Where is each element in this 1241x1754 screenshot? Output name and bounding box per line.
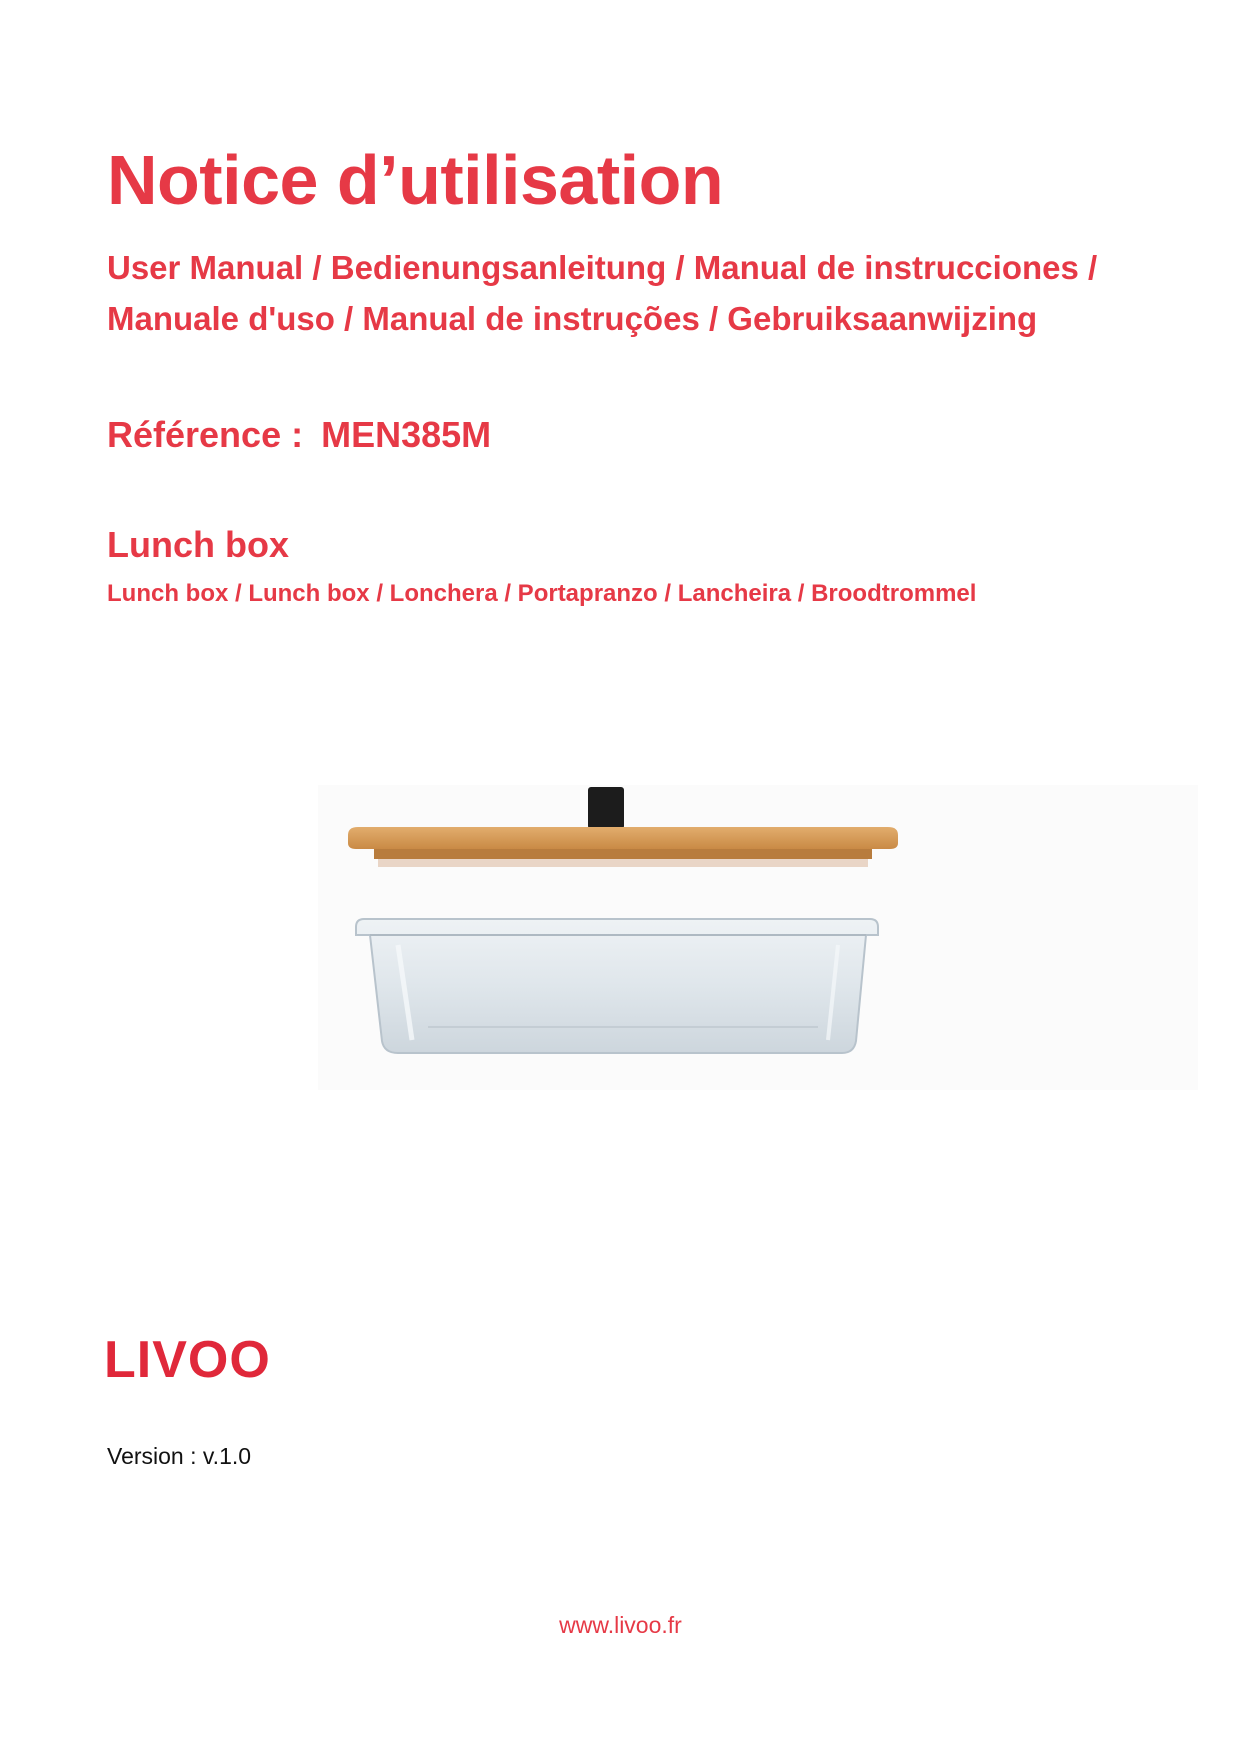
manual-language-line-1: User Manual / Bedienungsanleitung / Manual de instrucciones /: [107, 249, 1098, 286]
lid-rim: [374, 849, 872, 859]
manual-language-list: [107, 242, 1157, 344]
manual-language-line-2: Manuale d'uso / Manual de instruções / Gebruiksaanwijzing: [107, 300, 1038, 337]
livoo-logo: LIVOO: [104, 1331, 271, 1389]
website-link[interactable]: www.livoo.fr: [559, 1612, 682, 1638]
product-name-translations: Lunch box / Lunch box / Lonchera / Portapranzo / Lancheira / Broodtrommel: [107, 580, 977, 607]
bamboo-lid: [348, 827, 898, 849]
lid-seal: [378, 859, 868, 867]
reference-label: Référence :: [107, 414, 304, 455]
lunch-box-product-image: [318, 785, 1198, 1090]
product-name: Lunch box: [107, 524, 289, 565]
lid-strap: [588, 787, 624, 829]
version-label: Version : v.1.0: [107, 1443, 252, 1469]
page-title: Notice d’utilisation: [107, 141, 724, 219]
reference-line: [107, 412, 491, 458]
glass-container: [356, 919, 878, 1053]
reference-value: MEN385M: [321, 414, 492, 455]
